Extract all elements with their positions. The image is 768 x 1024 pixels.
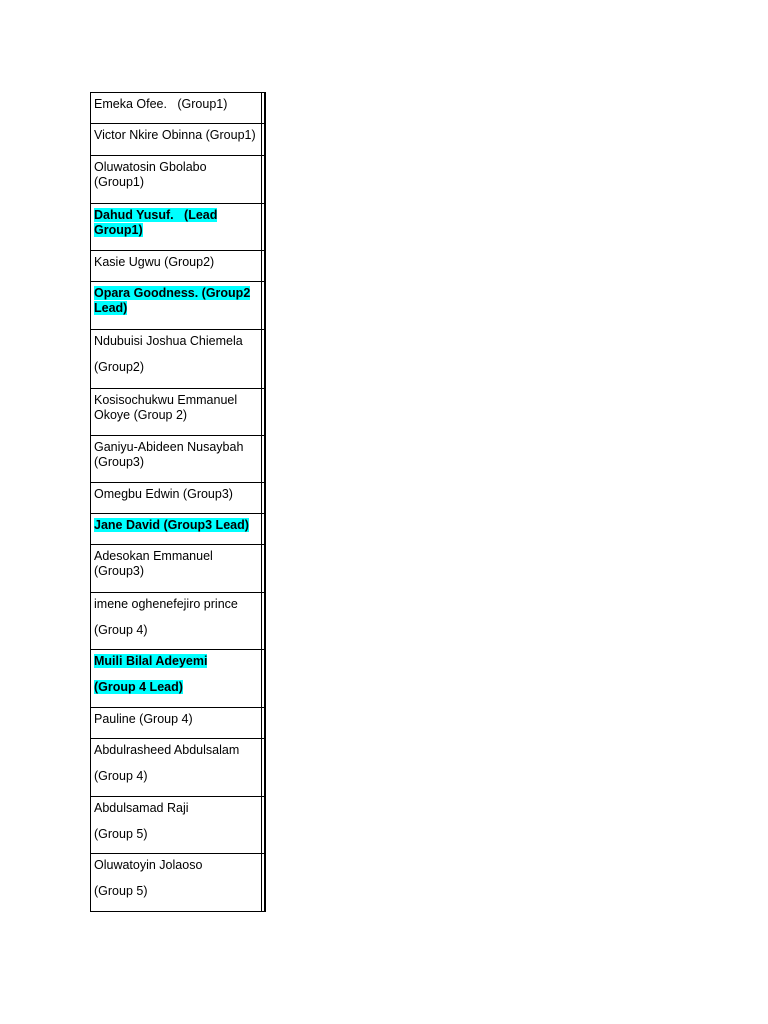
table-row-lead (91, 514, 266, 545)
table-row (91, 739, 266, 797)
member-name: Oluwatoyin Jolaoso (94, 858, 203, 872)
member-group-highlighted: Group1) (94, 223, 143, 237)
member-group: (Group 4) (94, 623, 148, 637)
table-row-lead (91, 282, 266, 330)
table-row (91, 156, 266, 204)
member-group: (Group3) (94, 455, 145, 469)
table-row (91, 708, 266, 739)
table-row (91, 93, 266, 124)
member-group: (Group 5) (94, 827, 148, 841)
member-name-highlighted: Muili Bilal Adeyemi (94, 654, 208, 668)
member-group-highlighted: Lead) (94, 301, 128, 315)
member-name: Adesokan Emmanuel (94, 549, 213, 563)
table-row (91, 389, 266, 436)
table-row (91, 797, 266, 854)
member-name: Kasie Ugwu (Group2) (94, 255, 215, 269)
member-name: Pauline (Group 4) (94, 712, 193, 726)
table-row-lead (91, 650, 266, 708)
member-name: Kosisochukwu Emmanuel (94, 393, 238, 407)
table-row (91, 854, 266, 912)
member-name: Victor Nkire Obinna (Group1) (94, 128, 256, 142)
roster-table (90, 92, 266, 912)
member-name-highlighted: Dahud Yusuf. (Lead (94, 208, 218, 222)
member-group-highlighted: (Group 4 Lead) (94, 680, 183, 694)
member-name: Ndubuisi Joshua Chiemela (94, 334, 243, 348)
member-name: imene oghenefejiro prince (94, 597, 238, 611)
table-row (91, 330, 266, 389)
table-row (91, 436, 266, 483)
table-row (91, 483, 266, 514)
member-group: (Group2) (94, 360, 145, 374)
member-group: (Group1) (94, 175, 145, 189)
table-row-lead (91, 204, 266, 251)
member-name: Abdulrasheed Abdulsalam (94, 743, 240, 757)
member-name: Ganiyu-Abideen Nusaybah (94, 440, 244, 454)
table-row (91, 251, 266, 282)
member-group: (Group3) (94, 564, 145, 578)
member-group: (Group 4) (94, 769, 148, 783)
member-name: Abdulsamad Raji (94, 801, 189, 815)
member-name: Emeka Ofee. (Group1) (94, 97, 228, 111)
member-name: Omegbu Edwin (Group3) (94, 487, 233, 501)
table-row (91, 124, 266, 156)
member-group: (Group 5) (94, 884, 148, 898)
member-name: Oluwatosin Gbolabo (94, 160, 207, 174)
member-name-highlighted: Jane David (Group3 Lead) (94, 518, 249, 532)
member-name-highlighted: Opara Goodness. (Group2 (94, 286, 251, 300)
table-row (91, 593, 266, 650)
member-group: Okoye (Group 2) (94, 408, 188, 422)
table-row (91, 545, 266, 593)
